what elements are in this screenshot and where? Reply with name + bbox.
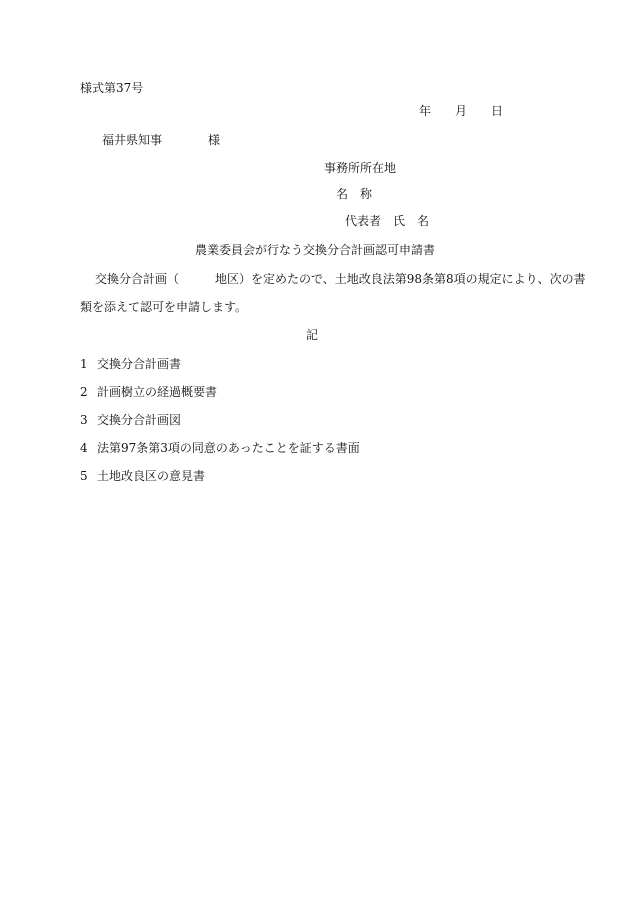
date-month: 月 (455, 104, 468, 118)
addressee-name: 福井県知事 (102, 133, 163, 147)
list-item-text: 計画樹立の経過概要書 (97, 385, 218, 399)
list-item-text: 交換分合計画図 (97, 413, 182, 427)
list-item-text: 土地改良区の意見書 (97, 469, 206, 483)
form-number: 様式第37号 (80, 81, 144, 95)
date-day: 日 (491, 104, 504, 118)
applicant-name-label: 名 称 (336, 187, 373, 201)
date-year: 年 (419, 104, 432, 118)
list-item-text: 法第97条第3項の同意のあったことを証する書面 (97, 441, 360, 455)
list-item-text: 交換分合計画書 (97, 357, 182, 371)
list-item (80, 413, 181, 427)
list-item-number: 1 (80, 357, 88, 371)
list-item (80, 385, 217, 399)
ki-heading: 記 (306, 328, 319, 342)
list-item-number: 2 (80, 385, 88, 399)
list-item (80, 441, 360, 455)
addressee-honorific: 様 (208, 133, 221, 147)
representative-label: 代表者 氏 名 (345, 214, 430, 228)
body-text-line1: 交換分合計画（ 地区）を定めたので、土地改良法第98条第8項の規定により、次の書 (95, 272, 586, 286)
list-item-number: 5 (80, 469, 88, 483)
body-text-line2: 類を添えて認可を申請します。 (80, 300, 248, 314)
list-item (80, 469, 205, 483)
date-line (419, 104, 503, 118)
office-address-label: 事務所所在地 (324, 161, 397, 175)
document-title: 農業委員会が行なう交換分合計画認可申請書 (195, 243, 436, 257)
list-item (80, 357, 181, 371)
list-item-number: 3 (80, 413, 88, 427)
list-item-number: 4 (80, 441, 88, 455)
